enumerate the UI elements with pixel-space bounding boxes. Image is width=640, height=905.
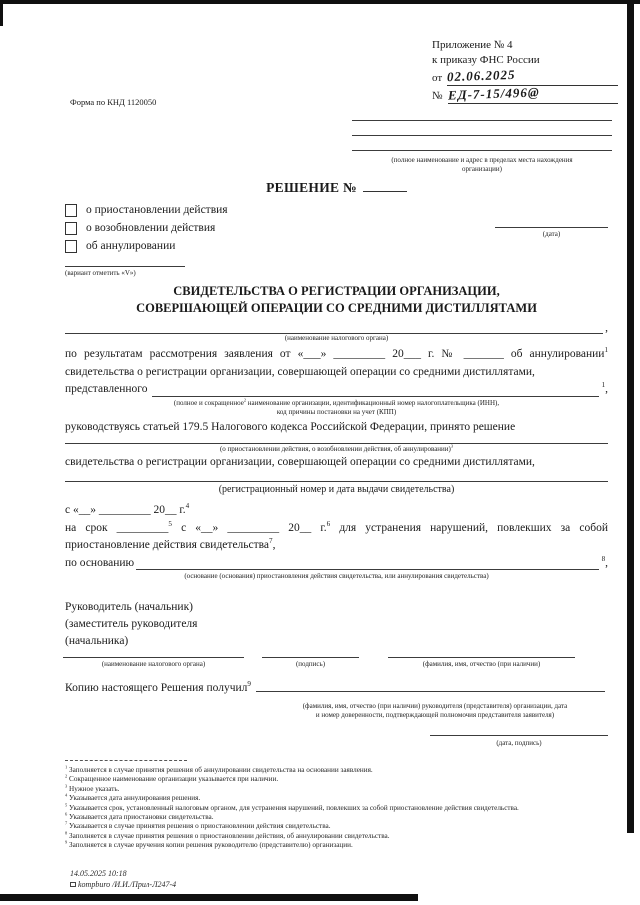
footnote-text: Указывается дата приостановки свидетельства. xyxy=(69,813,214,822)
footnote-marker-1: 1 xyxy=(604,346,608,355)
decision-options xyxy=(65,203,228,257)
footnote-item xyxy=(65,832,613,841)
decision-title-text: РЕШЕНИЕ № xyxy=(266,180,357,195)
footnote-text: Указывается в случае принятия решения о приостановлении действия свидетельства. xyxy=(69,822,331,831)
order-date-row xyxy=(432,68,618,86)
footnote-marker-5: 5 xyxy=(168,519,172,528)
registration-blank xyxy=(65,472,608,482)
subject-line2: СОВЕРШАЮЩЕЙ ОПЕРАЦИИ СО СРЕДНИМИ ДИСТИЛЛЯТАМИ xyxy=(136,300,537,315)
trailing-comma: , xyxy=(605,383,608,396)
submitted-by-blank xyxy=(152,396,598,397)
trailing-comma: , xyxy=(605,556,608,569)
appendix-block xyxy=(432,38,618,104)
body-line-application-text: по результатам рассмотрения заявления от «___» _________ 20___ г. № _______ об аннулировании xyxy=(65,348,605,360)
footnote-text: Нужное указать. xyxy=(69,784,120,793)
org-detail-caption-a: (полное и сокращенное xyxy=(173,398,244,407)
body-line-submitted-text: представленного xyxy=(65,383,148,396)
footnote-number: 6 xyxy=(65,811,68,817)
option-row-resume xyxy=(65,221,228,235)
footnote-marker-7: 7 xyxy=(269,537,273,546)
signer-role-line2: (заместитель руководителя xyxy=(65,618,198,630)
body-line-certificate2: свидетельства о регистрации организации, совершающей операции со средними дистиллятами, xyxy=(65,456,535,469)
checkbox-annul xyxy=(65,240,77,253)
body-line-application xyxy=(65,346,608,364)
signer-role-block xyxy=(65,599,608,650)
order-date-label: от xyxy=(432,72,443,84)
org-detail-caption-b: наименование организации, идентификационный номер налогоплательщика (ИНН), xyxy=(246,398,500,407)
org-name-caption-line1: (полное наименование и адрес в пределах места нахождения xyxy=(391,156,573,164)
order-number-row xyxy=(432,86,618,104)
signer-role-line1: Руководитель (начальник) xyxy=(65,601,193,613)
option-label-annul: об аннулировании xyxy=(86,240,176,252)
org-name-blank-line xyxy=(352,121,612,136)
footnote-number: 5 xyxy=(65,802,68,808)
decision-date-group xyxy=(495,220,608,239)
footnote-item xyxy=(65,794,613,803)
footnote-marker-6: 6 xyxy=(326,519,331,528)
footnote-number: 9 xyxy=(65,839,68,845)
footnote-number: 2 xyxy=(65,774,68,780)
signature-org-caption: (наименование налогового органа) xyxy=(101,660,206,668)
footnote-text: Сокращенное наименование организации указывается при наличии. xyxy=(69,775,279,784)
footnote-marker-2: 2 xyxy=(243,397,247,403)
print-timestamp: 14.05.2025 10:18 xyxy=(70,869,127,878)
scan-border-bottom xyxy=(0,894,418,901)
date-signature-blank xyxy=(430,728,608,736)
body-line-term-a: на срок _________ xyxy=(65,521,169,534)
footnote-marker-8: 8 xyxy=(601,554,606,563)
decision-date-blank xyxy=(495,220,608,228)
footnote-text: Заполняется в случае вручения копии решения руководителю (представителю) организации. xyxy=(69,841,353,850)
scan-border-top xyxy=(0,0,640,4)
body-line-suspension-text: приостановление действия свидетельства xyxy=(65,539,270,552)
copy-received-blank xyxy=(256,691,605,692)
body-line-submitted xyxy=(65,381,608,399)
trailing-comma: , xyxy=(272,539,276,552)
org-name-blank-line xyxy=(352,136,612,151)
option-label-suspend: о приостановлении действия xyxy=(86,204,228,216)
org-detail-caption xyxy=(65,399,608,417)
print-reference: kompburo /И.И./Прил-Л247-4 xyxy=(78,879,177,889)
footnote-number: 1 xyxy=(65,764,68,770)
body-line-guided: руководствуясь статьей 179.5 Налогового кодекса Российской Федерации, принято решение xyxy=(65,420,516,433)
tax-organ-blank xyxy=(65,324,603,334)
signer-role-line3: (начальника) xyxy=(65,635,129,647)
signature-sign-group xyxy=(262,650,359,669)
copy-received-text: Копию настоящего Решения получил xyxy=(65,682,248,694)
body-line-from-date-text: с «__» _________ 20__ г. xyxy=(65,503,186,516)
checkbox-resume xyxy=(65,222,77,235)
body-line-basis xyxy=(65,555,608,573)
date-signature-caption: (дата, подпись) xyxy=(496,739,542,747)
footnote-number: 7 xyxy=(65,821,68,827)
footnote-item xyxy=(65,822,613,831)
footnote-text: Заполняется в случае принятия решения о приостановлении действия, об аннулировании свидетельства. xyxy=(69,831,390,840)
org-name-caption-line2: организации) xyxy=(462,165,502,173)
subject-heading xyxy=(65,283,608,316)
tax-organ-caption: (наименование налогового органа) xyxy=(284,334,389,342)
footnotes-divider xyxy=(65,760,187,761)
body-line-from-date xyxy=(65,502,608,520)
appendix-line-1: Приложение № 4 xyxy=(432,39,513,51)
action-caption xyxy=(65,445,608,454)
body-line-basis-text: по основанию xyxy=(65,556,135,569)
signature-name-blank xyxy=(388,650,575,658)
footnote-item xyxy=(65,785,613,794)
order-date-handwritten: 02.06.2025 xyxy=(446,66,516,85)
decision-number-blank xyxy=(363,189,407,192)
order-number-label: № xyxy=(432,90,443,102)
registration-caption: (регистрационный номер и дата выдачи свидетельства) xyxy=(218,483,455,495)
copy-received-caption-line1: (фамилия, имя, отчество (при наличии) руководителя (представителя) организации, дата xyxy=(302,702,568,710)
footnote-item xyxy=(65,775,613,784)
body-line-term-c: для устранения нарушений, повлекших за собой xyxy=(330,521,608,534)
scan-border-left xyxy=(0,0,3,26)
signature-sign-blank xyxy=(262,650,359,658)
body-line-certificate: свидетельства о регистрации организации, совершающей операции со средними дистиллятами, xyxy=(65,365,535,378)
footnote-marker-4: 4 xyxy=(185,502,190,511)
org-name-blank-line xyxy=(352,106,612,121)
basis-caption: (основание (основания) приостановления действия свидетельства, или аннулирования свидетельства) xyxy=(184,572,489,581)
decision-title xyxy=(65,180,608,196)
signature-org-blank xyxy=(63,650,244,658)
print-imprint xyxy=(70,869,176,890)
org-detail-caption-line2: код причины постановки на учет (КПП) xyxy=(276,407,397,416)
order-number-field xyxy=(448,86,619,104)
trailing-comma: , xyxy=(605,322,608,334)
footnote-marker-8-wrap xyxy=(602,555,608,573)
body-line-term-b: с «__» _________ 20__ г. xyxy=(171,521,327,534)
signature-name-caption: (фамилия, имя, отчество (при наличии) xyxy=(422,660,541,668)
signature-org-group xyxy=(63,650,244,669)
variant-rule xyxy=(65,263,185,267)
option-row-annul xyxy=(65,239,228,253)
decision-date-caption: (дата) xyxy=(542,230,561,238)
body-text xyxy=(65,346,608,581)
footnote-number: 4 xyxy=(65,792,68,798)
option-label-resume: о возобновлении действия xyxy=(86,222,216,234)
footnote-marker-1b-wrap xyxy=(602,381,608,399)
body-line-term xyxy=(65,520,608,538)
appendix-line-2: к приказу ФНС России xyxy=(432,54,540,66)
footnote-text: Указывается срок, установленный налоговым органом, для устранения нарушений, повлекших за собой приостановление действия свидетельства. xyxy=(69,803,519,812)
action-caption-text: (о приостановлении действия, о возобновлении действия, об аннулировании) xyxy=(219,445,451,454)
body-line-suspension xyxy=(65,537,608,555)
footnote-item xyxy=(65,841,613,850)
footnote-text: Заполняется в случае принятия решения об аннулировании свидетельства на основании заявления. xyxy=(69,766,373,774)
scan-border-right xyxy=(627,0,634,833)
order-number-handwritten: ЕД-7-15/496@ xyxy=(447,84,540,103)
copy-received-text-wrap xyxy=(65,682,251,694)
basis-blank xyxy=(136,569,598,570)
org-name-blanks xyxy=(352,106,612,151)
org-name-caption xyxy=(352,156,612,174)
variant-caption: (вариант отметить «V») xyxy=(65,269,136,277)
footnote-marker-1b: 1 xyxy=(601,381,606,390)
subject-line1: СВИДЕТЕЛЬСТВА О РЕГИСТРАЦИИ ОРГАНИЗАЦИИ, xyxy=(173,284,500,298)
footnote-item xyxy=(65,766,613,775)
print-reference-row xyxy=(70,880,176,891)
order-date-field xyxy=(447,68,618,86)
signature-sign-caption: (подпись) xyxy=(295,660,326,668)
tax-organ-blank-row xyxy=(65,322,608,334)
checkbox-suspend xyxy=(65,204,77,217)
org-detail-caption-line1 xyxy=(65,399,608,408)
form-code-label: Форма по КНД 1120050 xyxy=(70,97,157,107)
footnote-marker-3: 3 xyxy=(450,444,454,450)
footnote-number: 3 xyxy=(65,783,68,789)
footnote-number: 8 xyxy=(65,830,68,836)
footnote-marker-9: 9 xyxy=(247,680,251,689)
footnote-text: Указывается дата аннулирования решения. xyxy=(69,794,201,803)
action-blank xyxy=(65,436,608,444)
printer-mark-icon xyxy=(70,882,76,887)
copy-received-row xyxy=(65,682,608,694)
footnotes-list xyxy=(65,766,613,851)
variant-mark-group xyxy=(65,263,185,278)
footnote-item xyxy=(65,804,613,813)
copy-received-caption xyxy=(262,702,608,720)
copy-received-caption-line2: и номер доверенности, подтверждающей полномочия представителя заявителя) xyxy=(315,711,555,719)
signature-name-group xyxy=(388,650,575,669)
option-row-suspend xyxy=(65,203,228,217)
